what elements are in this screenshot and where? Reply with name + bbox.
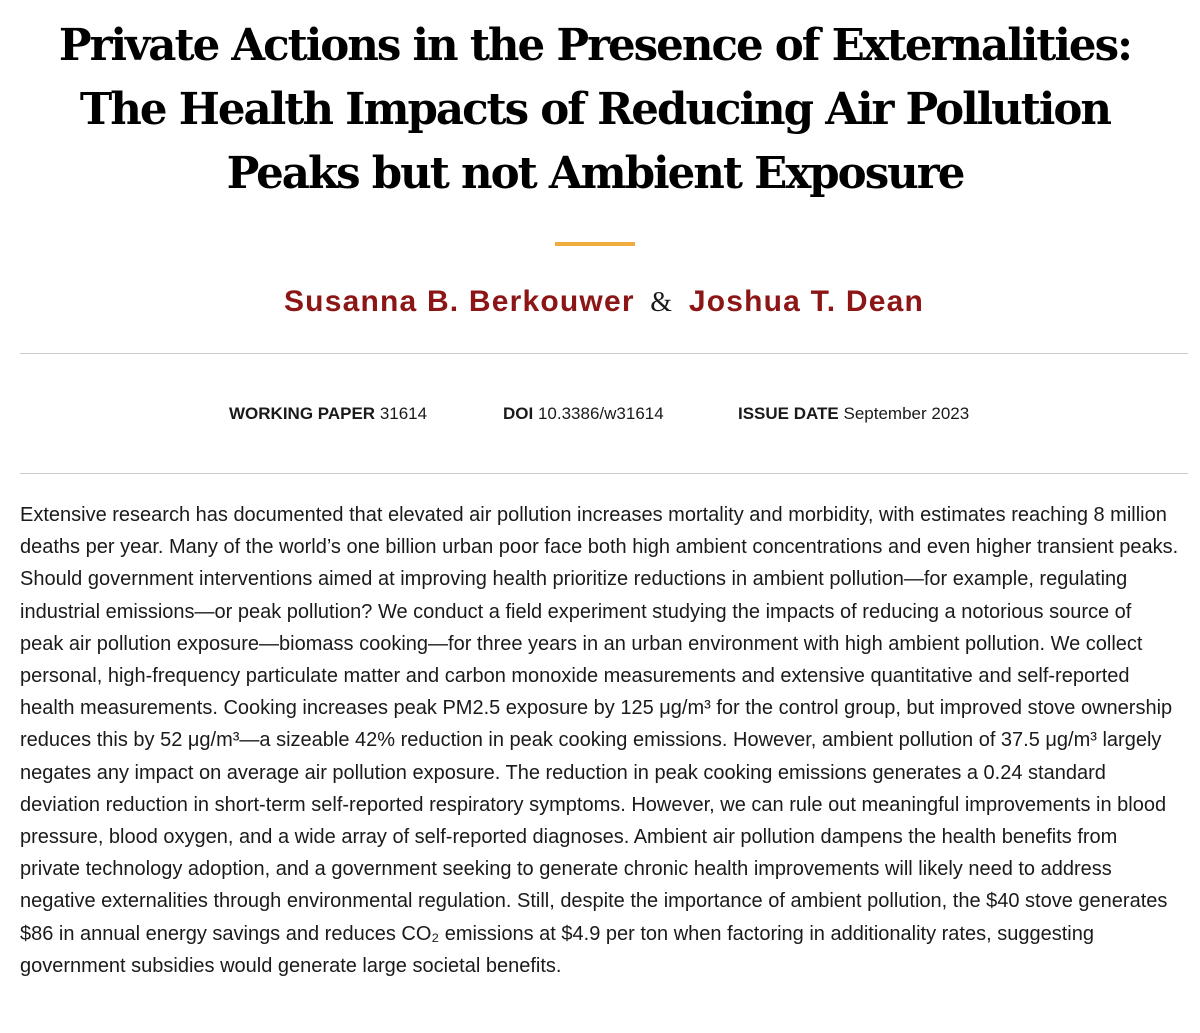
abstract-text: Extensive research has documented that elevated air pollution increases mortality and morbidity, with estimates reaching 8 million deaths per year. Many of the world’s one billion urban poor face both high ambient concentrations and even higher transient peaks. Should government interventions aimed at improving health prioritize reductions in ambient pollution—for example, regulating industrial emissions—or peak pollution? We conduct a field experiment studying the impacts of reducing a notorious source of peak air pollution exposure—biomass cooking—for three years in an urban environment with high ambient pollution. We collect personal, high-frequency particulate matter and carbon monoxide measurements and extensive quantitative and self-reported health measurements. Cooking increases peak PM2.5 exposure by 125 μg/m³ for the control group, but improved stove ownership reduces this by 52 μg/m³—a sizeable 42% reduction in peak cooking emissions. However, ambient pollution of 37.5 μg/m³ largely negates any impact on average air pollution exposure. The reduction in peak cooking emissions generates a 0.24 standard deviation reduction in short-term self-reported respiratory symptoms. However, we can rule out meaningful improvements in blood pressure, blood oxygen, and a wide array of self-reported diagnoses. Ambient air pollution dampens the health benefits from private technology adoption, and a government seeking to generate chronic health improvements will likely need to address negative externalities through environmental regulation. Still, despite the importance of ambient pollution, the $40 stove generates $86 in annual energy savings and reduces CO₂ emissions at $4.9 per ton when factoring in additionality rates, suggesting government subsidies would generate large societal benefits. <box>20 504 1179 977</box>
working-paper-label: WORKING PAPER <box>229 404 376 423</box>
title-line-2: The Health Impacts of Reducing Air Pollution <box>79 84 1111 135</box>
issue-date-meta <box>738 402 969 426</box>
doi-value: 10.3386/w31614 <box>537 404 664 423</box>
author-separator: & <box>650 287 674 318</box>
doi-label: DOI <box>503 404 534 423</box>
issue-date-label: ISSUE DATE <box>738 404 839 423</box>
author-list <box>20 282 1188 323</box>
title-line-1: Private Actions in the Presence of Externalities: <box>58 20 1132 71</box>
working-paper-meta <box>229 402 427 426</box>
paper-metadata <box>0 402 1200 426</box>
divider-bottom <box>20 473 1188 474</box>
author-link-berkouwer[interactable]: Susanna B. Berkouwer <box>283 285 635 318</box>
working-paper-number: 31614 <box>379 404 428 423</box>
divider-top <box>20 353 1188 354</box>
issue-date-value: September 2023 <box>843 404 970 423</box>
doi-meta <box>503 402 664 426</box>
author-link-dean[interactable]: Joshua T. Dean <box>688 285 925 318</box>
title-accent-rule <box>555 242 635 246</box>
title-line-3: Peaks but not Ambient Exposure <box>226 148 964 199</box>
paper-title <box>20 14 1170 206</box>
